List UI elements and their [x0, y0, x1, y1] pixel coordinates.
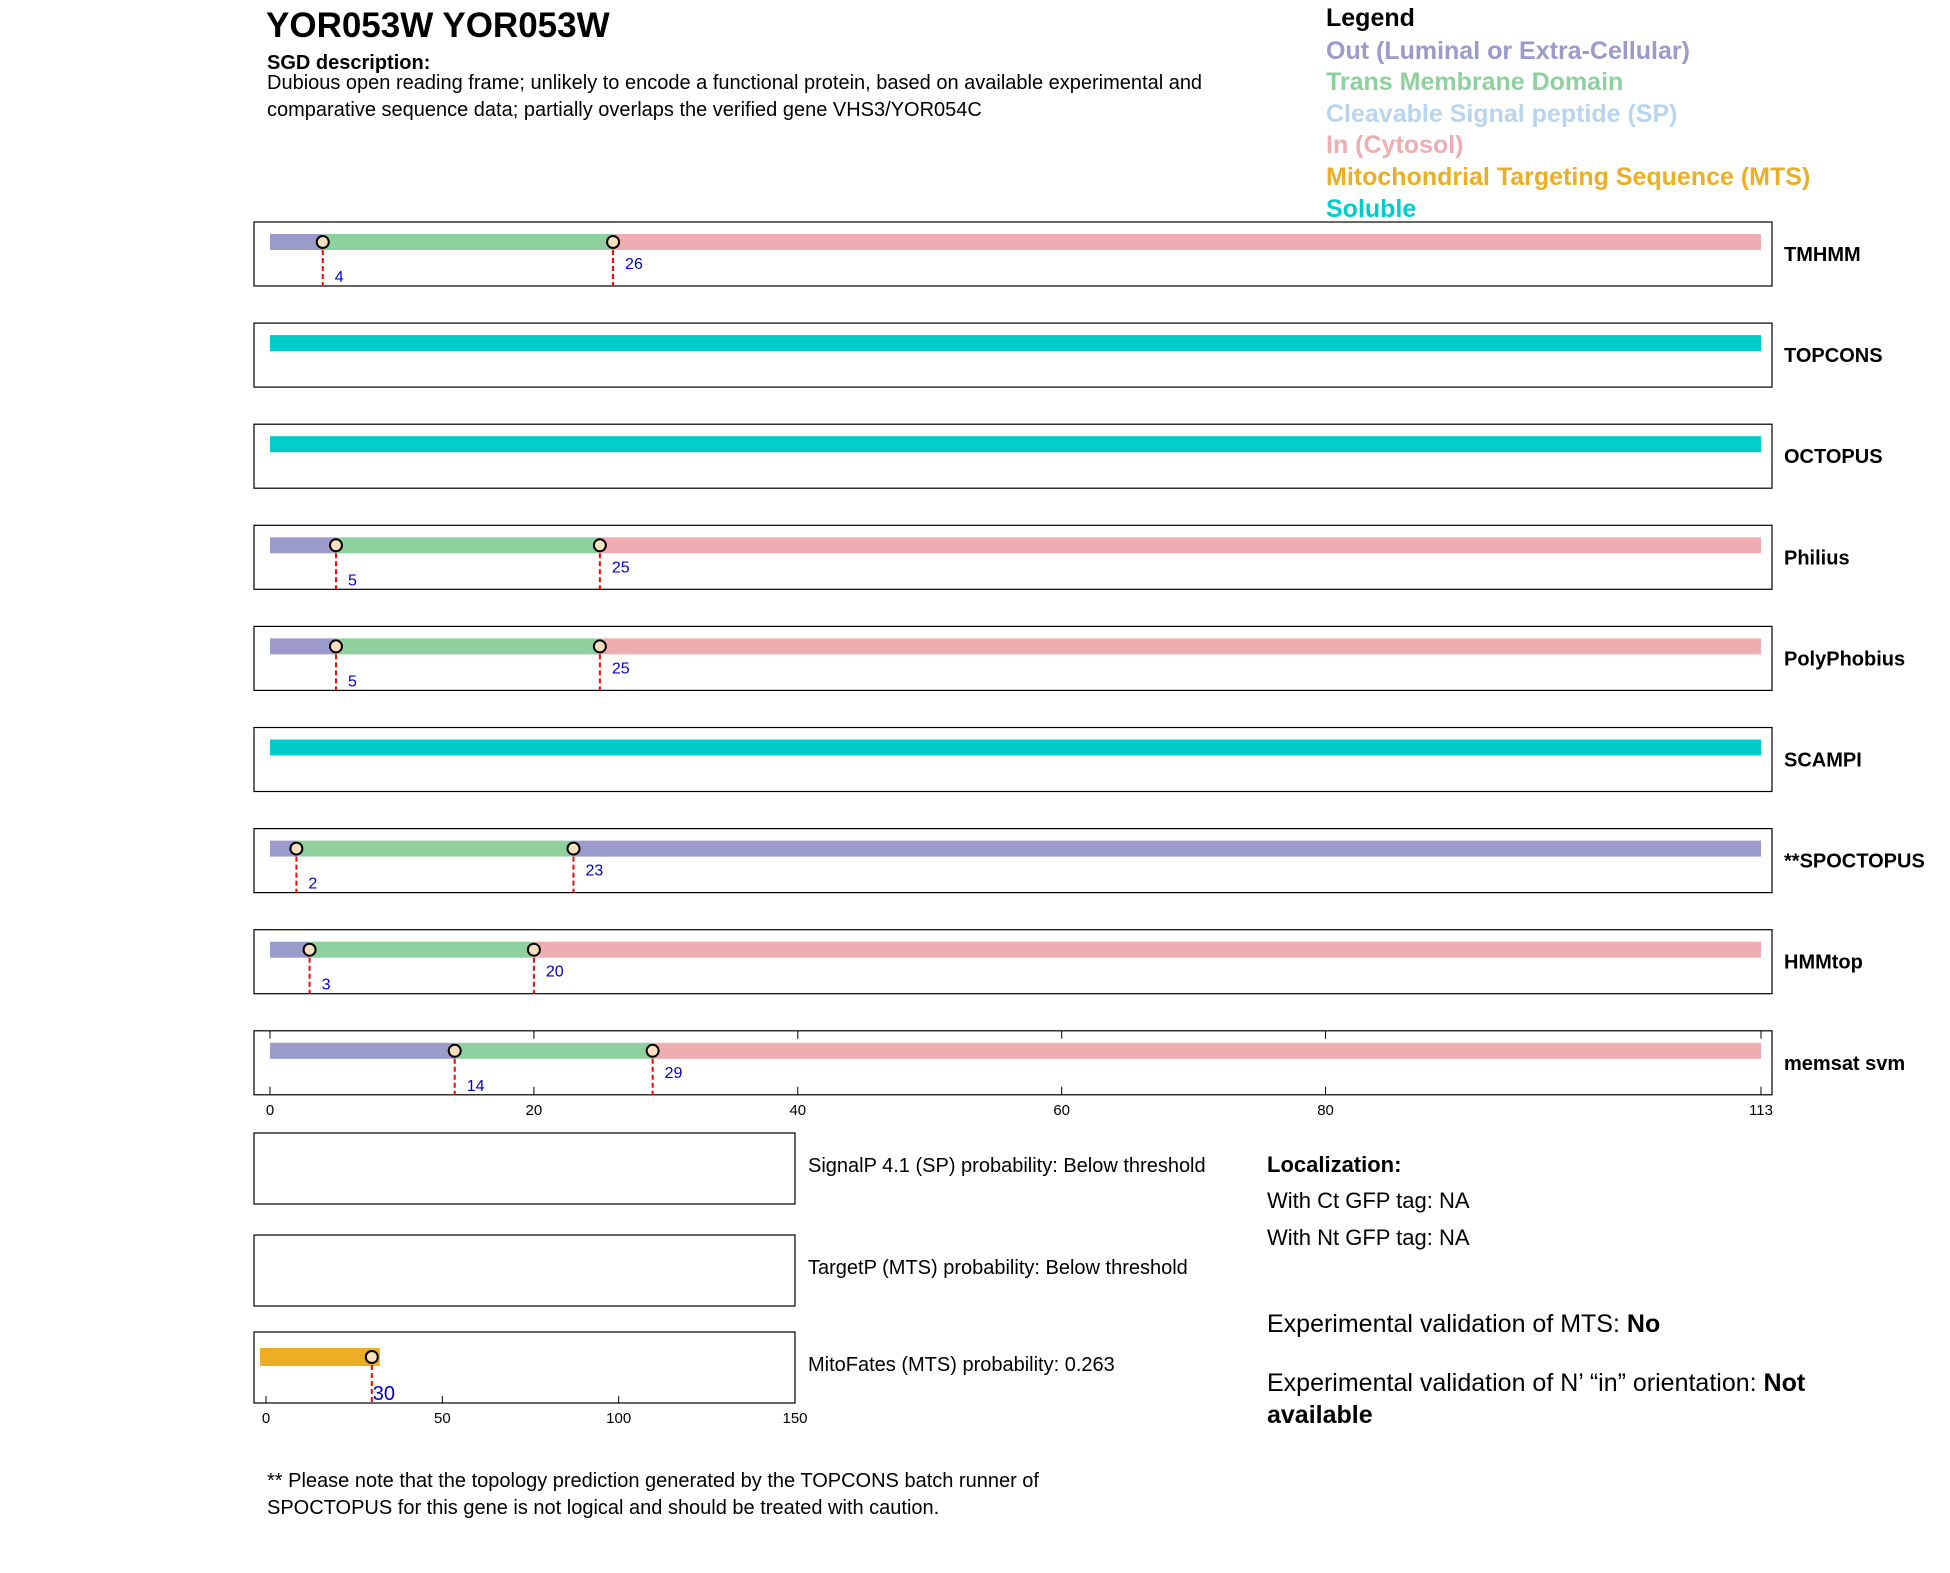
boundary-label: 4 [334, 269, 344, 286]
segment-out [270, 234, 323, 250]
segment-mts [260, 1348, 380, 1366]
track-polyphobius [254, 626, 1905, 690]
probability-panel-2 [254, 1235, 1188, 1306]
segment-soluble [270, 740, 1761, 756]
boundary-marker [528, 944, 540, 956]
mts-boundary-marker [366, 1351, 378, 1363]
boundary-label: 20 [545, 963, 564, 981]
boundary-label: 26 [625, 256, 643, 273]
segment-tm [455, 1043, 653, 1059]
track-topcons [254, 323, 1883, 387]
track-frame [254, 424, 1772, 488]
boundary-marker [304, 944, 316, 956]
sgd-description-text: Dubious open reading frame; unlikely to encode a functional protein, based on available experimental and comparative sequence data; partially overlaps the verified gene VHS3/YOR054C [267, 72, 1203, 121]
probability-label: SignalP 4.1 (SP) probability: Below threshold [808, 1155, 1206, 1177]
probability-panel-3 [254, 1332, 1115, 1427]
x-tick-label: 20 [525, 1101, 543, 1119]
localization-nt-gfp: With Nt GFP tag: NA [1267, 1225, 1470, 1250]
validation-mts-value: No [1626, 1310, 1661, 1338]
boundary-label: 5 [347, 673, 357, 691]
legend-item-tm: Trans Membrane Domain [1326, 68, 1624, 96]
boundary-marker [647, 1045, 659, 1057]
boundary-marker [594, 640, 606, 652]
probability-label: TargetP (MTS) probability: Below threshold [808, 1257, 1188, 1279]
boundary-marker [317, 236, 329, 248]
legend-item-mts: Mitochondrial Targeting Sequence (MTS) [1326, 163, 1811, 191]
boundary-label: 2 [308, 875, 318, 893]
segment-in [534, 942, 1761, 958]
track-philius [254, 525, 1850, 589]
x-tick-label: 0 [265, 1101, 275, 1119]
probability-panel-1 [254, 1133, 1206, 1204]
track-frame [254, 930, 1772, 994]
x-tick-label: 150 [782, 1410, 808, 1427]
boundary-marker [330, 539, 342, 551]
gene-title: YOR053W YOR053W [266, 6, 610, 45]
track-tmhmm [254, 222, 1861, 286]
x-tick-label: 113 [1749, 1101, 1773, 1119]
localization-ct-gfp: With Ct GFP tag: NA [1267, 1188, 1470, 1213]
boundary-label: 25 [611, 660, 630, 678]
track-frame [254, 323, 1772, 387]
track-memsat-svm [254, 1031, 1905, 1119]
mts-boundary-label: 30 [372, 1383, 396, 1405]
segment-in [613, 234, 1761, 250]
boundary-marker [290, 843, 302, 855]
segment-in [600, 638, 1761, 654]
segment-in [600, 537, 1761, 553]
boundary-label: 14 [466, 1077, 485, 1095]
track-label: PolyPhobius [1784, 648, 1906, 671]
validation-mts-prefix: Experimental validation of MTS: [1267, 1310, 1627, 1338]
boundary-marker [594, 539, 606, 551]
segment-out [270, 638, 336, 654]
segment-tm [310, 942, 534, 958]
x-tick-label: 100 [606, 1410, 632, 1427]
localization-title: Localization: [1267, 1152, 1402, 1177]
track-frame [254, 525, 1772, 589]
track-label: HMMtop [1784, 951, 1863, 974]
segment-soluble [270, 436, 1761, 452]
x-tick-label: 50 [433, 1410, 451, 1427]
legend-item-soluble: Soluble [1326, 195, 1417, 223]
panel-frame [254, 1332, 795, 1403]
validation-mts [1267, 1308, 1917, 1340]
panel-frame [254, 1133, 795, 1204]
segment-tm [323, 234, 613, 250]
x-tick-label: 60 [1053, 1101, 1071, 1119]
segment-out [270, 1043, 455, 1059]
track-label: OCTOPUS [1784, 446, 1883, 469]
track-label: **SPOCTOPUS [1784, 850, 1925, 873]
boundary-marker [567, 843, 579, 855]
x-tick-label: 0 [261, 1410, 271, 1427]
segment-tm [336, 537, 600, 553]
segment-out [270, 537, 336, 553]
track-octopus [254, 424, 1883, 488]
legend-item-in: In (Cytosol) [1326, 131, 1464, 159]
boundary-marker [607, 236, 619, 248]
track-label: memsat svm [1784, 1052, 1906, 1075]
track-label: Philius [1784, 547, 1850, 570]
boundary-marker [330, 640, 342, 652]
panel-frame [254, 1235, 795, 1306]
boundary-label: 23 [585, 862, 604, 880]
track-label: TOPCONS [1784, 345, 1883, 368]
segment-tm [296, 841, 573, 857]
segment-out [573, 841, 1761, 857]
validation-nin [1267, 1367, 1917, 1431]
probability-label: MitoFates (MTS) probability: 0.263 [808, 1354, 1115, 1376]
validation-nin-prefix: Experimental validation of N’ “in” orientation: [1267, 1369, 1764, 1397]
boundary-marker [449, 1045, 461, 1057]
track-spoctopus [254, 829, 1925, 893]
sgd-description-label: SGD description: [267, 52, 431, 74]
boundary-label: 3 [321, 976, 331, 994]
x-tick-label: 40 [789, 1101, 807, 1119]
segment-in [653, 1043, 1761, 1059]
boundary-label: 25 [611, 559, 630, 577]
segment-tm [336, 638, 600, 654]
boundary-label: 29 [664, 1064, 683, 1082]
footnote: ** Please note that the topology prediction generated by the TOPCONS batch runner of SPOCTOPUS for this gene is not logical and should be treated with caution. [267, 1470, 1039, 1519]
segment-soluble [270, 335, 1761, 351]
track-frame [254, 626, 1772, 690]
track-frame [254, 728, 1772, 792]
legend-title: Legend [1326, 4, 1415, 32]
validation-nin-value: Not available [1267, 1369, 1806, 1429]
legend-item-out: Out (Luminal or Extra-Cellular) [1326, 37, 1690, 65]
track-frame [254, 222, 1772, 286]
track-frame [254, 829, 1772, 893]
x-tick-label: 80 [1317, 1101, 1334, 1119]
legend-item-sp: Cleavable Signal peptide (SP) [1326, 100, 1678, 128]
track-hmmtop [254, 930, 1863, 994]
boundary-label: 5 [347, 572, 357, 590]
track-label: SCAMPI [1784, 749, 1862, 772]
track-label: TMHMM [1784, 244, 1861, 266]
track-scampi [254, 728, 1862, 792]
